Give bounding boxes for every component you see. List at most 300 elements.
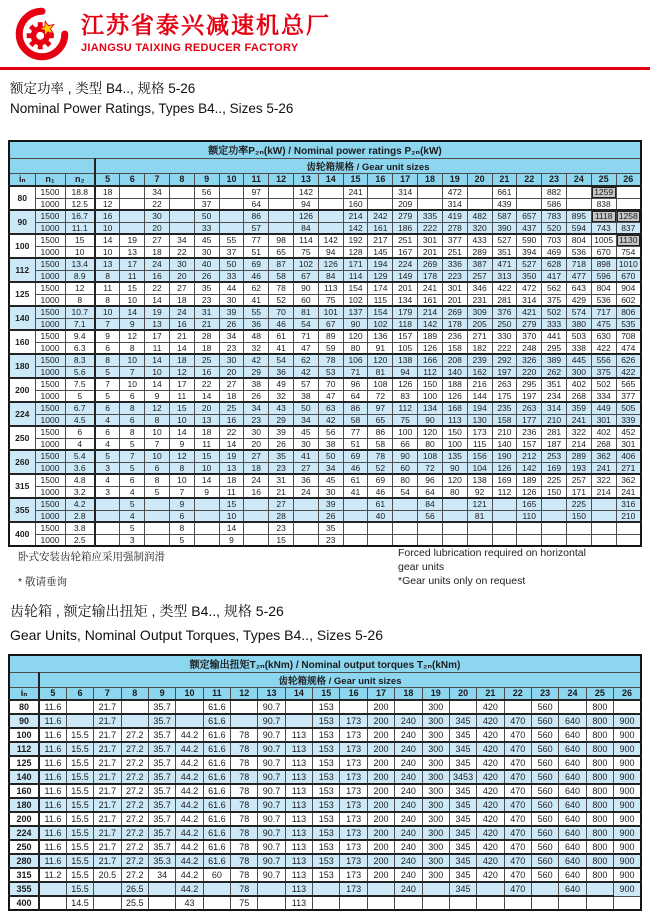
- size-col-header: 18: [418, 173, 443, 186]
- power-cell: [120, 222, 145, 234]
- torque-cell: 90.7: [258, 742, 285, 756]
- power-cell: [591, 534, 616, 546]
- power-cell: 3: [95, 462, 120, 474]
- size-col-header: 12: [231, 687, 258, 700]
- power-cell: 120: [442, 474, 467, 486]
- torque-cell: 240: [395, 882, 422, 896]
- torque-cell: 61.6: [203, 840, 230, 854]
- power-cell: 281: [492, 294, 517, 306]
- power-cell: 27: [169, 282, 194, 294]
- torque-cell: 560: [531, 868, 558, 882]
- power-cell: 81: [294, 306, 319, 318]
- power-cell: 43: [269, 402, 294, 414]
- sizes-label-row: [9, 158, 641, 173]
- power-cell: 250: [492, 318, 517, 330]
- ratio-cell: 250: [9, 426, 35, 450]
- power-cell: 22: [219, 426, 244, 438]
- power-cell: 101: [318, 306, 343, 318]
- speed-n2-cell: 12.5: [65, 198, 95, 210]
- power-cell: [169, 222, 194, 234]
- power-cell: 67: [294, 270, 319, 282]
- torque-cell: 11.6: [39, 840, 66, 854]
- torque-cell: [176, 700, 203, 714]
- power-cell: 23: [269, 462, 294, 474]
- torque-cell: 15.5: [66, 854, 93, 868]
- power-cell: 14: [194, 390, 219, 402]
- power-cell: 38: [294, 390, 319, 402]
- torque-cell: 200: [367, 714, 394, 728]
- power-cell: 13: [194, 414, 219, 426]
- power-cell: [269, 198, 294, 210]
- torque-cell: 800: [586, 728, 613, 742]
- power-table-row: [9, 498, 641, 510]
- torque-cell: 420: [477, 868, 504, 882]
- power-cell: 16: [194, 366, 219, 378]
- torque-cell: 300: [422, 826, 449, 840]
- torque-cell: 560: [531, 756, 558, 770]
- power-cell: 16: [244, 486, 269, 498]
- torque-cell: 200: [367, 728, 394, 742]
- power-cell: 8: [169, 462, 194, 474]
- speed-n1-cell: 1000: [35, 270, 65, 282]
- power-cell: 55: [219, 234, 244, 246]
- torque-cell: 27.2: [121, 868, 148, 882]
- torque-cell: [231, 714, 258, 728]
- power-cell: 126: [294, 210, 319, 222]
- footnote-cn-line2: * 敬请垂询: [18, 576, 68, 588]
- ratio-cell: 200: [9, 378, 35, 402]
- speed-n1-cell: 1000: [35, 510, 65, 522]
- torque-cell: 470: [504, 854, 531, 868]
- power-cell: 10: [145, 450, 170, 462]
- torque-cell: 90.7: [258, 826, 285, 840]
- power-cell: 23: [219, 342, 244, 354]
- torque-cell: 470: [504, 784, 531, 798]
- power-cell: 171: [566, 486, 591, 498]
- power-cell: 31: [269, 474, 294, 486]
- power-cell: 10: [120, 378, 145, 390]
- torque-cell: 27.2: [121, 784, 148, 798]
- power-cell: 50: [219, 258, 244, 270]
- torque-cell: 21.7: [94, 840, 121, 854]
- power-cell: 104: [467, 462, 492, 474]
- torque-cell: [66, 714, 93, 728]
- power-cell: 201: [393, 282, 418, 294]
- torque-cell: 900: [614, 728, 641, 742]
- torque-cell: 420: [477, 756, 504, 770]
- power-cell: 201: [442, 294, 467, 306]
- power-cell: 166: [418, 354, 443, 366]
- power-cell: 69: [368, 474, 393, 486]
- power-cell: 23: [318, 534, 343, 546]
- torque-cell: 113: [285, 882, 312, 896]
- power-cell: 38: [318, 438, 343, 450]
- power-cell: 5: [120, 438, 145, 450]
- torque-cell: 61.6: [203, 826, 230, 840]
- power-cell: 11: [219, 486, 244, 498]
- power-cell: [219, 222, 244, 234]
- power-cell: 26: [219, 318, 244, 330]
- torque-cell: 200: [367, 700, 394, 714]
- ratio-cell: 400: [9, 896, 39, 910]
- power-cell: 8: [120, 342, 145, 354]
- power-cell: 67: [318, 318, 343, 330]
- power-cell: 717: [591, 306, 616, 318]
- torque-cell: 345: [449, 742, 476, 756]
- power-cell: 194: [368, 258, 393, 270]
- size-col-header: 7: [94, 687, 121, 700]
- power-cell: 37: [219, 246, 244, 258]
- torque-cell: 44.2: [176, 784, 203, 798]
- torque-cell: 640: [559, 798, 586, 812]
- torque-cell: 420: [477, 728, 504, 742]
- torque-cell: 11.6: [39, 728, 66, 742]
- torque-cell: 61.6: [203, 742, 230, 756]
- torque-table-row: [9, 826, 641, 840]
- power-cell: 10: [194, 462, 219, 474]
- power-cell: 23: [194, 294, 219, 306]
- power-cell: 350: [517, 270, 542, 282]
- power-cell: 7: [95, 318, 120, 330]
- power-cell: 214: [591, 486, 616, 498]
- power-cell: 4: [95, 414, 120, 426]
- power-cell: 482: [467, 210, 492, 222]
- size-col-header: 8: [121, 687, 148, 700]
- torque-cell: 35.7: [148, 756, 175, 770]
- power-cell: 898: [591, 258, 616, 270]
- size-col-header: 22: [517, 173, 542, 186]
- power-cell: [294, 510, 319, 522]
- power-table-row: [9, 234, 641, 246]
- size-col-header: 15: [313, 687, 340, 700]
- power-table-row: [9, 366, 641, 378]
- torque-cell: [559, 700, 586, 714]
- ratio-cell: 112: [9, 258, 35, 282]
- power-table-row: [9, 378, 641, 390]
- power-cell: 217: [368, 234, 393, 246]
- power-cell: 370: [517, 330, 542, 342]
- power-cell: [467, 522, 492, 534]
- torque-cell: [94, 882, 121, 896]
- power-cell: 11: [194, 438, 219, 450]
- power-cell: 7: [120, 366, 145, 378]
- power-cell: 21: [269, 486, 294, 498]
- torque-cell: 21.7: [94, 770, 121, 784]
- torque-cell: 26.5: [121, 882, 148, 896]
- power-cell: 6: [120, 390, 145, 402]
- footnote-en-line1: Forced lubrication required on horizontal: [398, 547, 586, 559]
- torque-cell: 345: [449, 728, 476, 742]
- power-cell: 236: [517, 426, 542, 438]
- power-cell: 5: [95, 450, 120, 462]
- power-cell: 472: [442, 186, 467, 198]
- torque-table-row: [9, 854, 641, 868]
- power-cell: 783: [542, 210, 567, 222]
- power-cell: 445: [566, 354, 591, 366]
- power-cell: 234: [542, 390, 567, 402]
- power-cell: 72: [418, 462, 443, 474]
- torque-cell: 15.5: [66, 840, 93, 854]
- power-cell: 36: [294, 474, 319, 486]
- power-cell: [418, 186, 443, 198]
- power-cell: 257: [566, 474, 591, 486]
- torque-cell: 470: [504, 798, 531, 812]
- torque-cell: 21.7: [94, 742, 121, 756]
- torque-cell: 15.5: [66, 728, 93, 742]
- power-cell: 6: [120, 414, 145, 426]
- size-col-header: 19: [422, 687, 449, 700]
- power-table-row: [9, 246, 641, 258]
- power-cell: 520: [542, 222, 567, 234]
- speed-n1-cell: 1000: [35, 390, 65, 402]
- power-cell: 586: [542, 198, 567, 210]
- power-cell: 377: [616, 390, 641, 402]
- power-cell: 145: [368, 246, 393, 258]
- power-table-row: [9, 522, 641, 534]
- power-cell: 6: [145, 462, 170, 474]
- power-cell: 32: [244, 342, 269, 354]
- torque-cell: 640: [559, 868, 586, 882]
- power-cell: 134: [393, 294, 418, 306]
- speed-n1-cell: 1000: [35, 222, 65, 234]
- power-cell: 35: [318, 522, 343, 534]
- size-numbers-row: [9, 687, 641, 700]
- torque-cell: 21.7: [94, 826, 121, 840]
- power-cell: [169, 186, 194, 198]
- power-cell: 86: [244, 210, 269, 222]
- torque-cell: 27.2: [121, 728, 148, 742]
- power-cell: 26: [194, 270, 219, 282]
- power-cell: 84: [418, 498, 443, 510]
- power-cell: 574: [566, 306, 591, 318]
- torque-cell: 560: [531, 714, 558, 728]
- power-cell: 36: [269, 366, 294, 378]
- torque-cell: 173: [340, 882, 367, 896]
- power-cell: [616, 198, 641, 210]
- torque-cell: 44.2: [176, 756, 203, 770]
- power-cell: 136: [368, 330, 393, 342]
- power-cell: 94: [294, 198, 319, 210]
- speed-n2-cell: 7.5: [65, 378, 95, 390]
- torque-cell: 35.7: [148, 812, 175, 826]
- torque-table-row: [9, 784, 641, 798]
- speed-n2-cell: 10.7: [65, 306, 95, 318]
- company-name-en: JIANGSU TAIXING REDUCER FACTORY: [81, 42, 299, 55]
- power-cell: 22: [145, 198, 170, 210]
- size-col-header: 21: [477, 687, 504, 700]
- power-cell: 643: [566, 282, 591, 294]
- power-cell: 14: [145, 378, 170, 390]
- size-col-header: 21: [492, 173, 517, 186]
- torque-cell: 345: [449, 882, 476, 896]
- power-cell: 41: [244, 294, 269, 306]
- power-cell: 64: [343, 390, 368, 402]
- power-cell: 81: [467, 510, 492, 522]
- power-cell: 316: [616, 498, 641, 510]
- ratio-cell: 112: [9, 742, 39, 756]
- power-cell: 140: [442, 366, 467, 378]
- power-cell: 389: [542, 354, 567, 366]
- power-cell: 743: [591, 222, 616, 234]
- torque-cell: 300: [422, 728, 449, 742]
- power-cell: [318, 186, 343, 198]
- power-table-row: [9, 198, 641, 210]
- power-cell: 98: [269, 234, 294, 246]
- torque-cell: 78: [231, 770, 258, 784]
- size-col-header: 23: [531, 687, 558, 700]
- power-cell: 90: [343, 318, 368, 330]
- in-col-header: iₙ: [9, 173, 35, 186]
- power-cell: 71: [343, 366, 368, 378]
- power-cell: 115: [368, 294, 393, 306]
- torque-table-row: [9, 770, 641, 784]
- torque-cell: [313, 896, 340, 910]
- power-cell: 718: [566, 258, 591, 270]
- torque-cell: 113: [285, 756, 312, 770]
- power-cell: 69: [343, 450, 368, 462]
- power-cell: 437: [517, 222, 542, 234]
- torque-cell: 78: [231, 840, 258, 854]
- power-cell: 14: [194, 474, 219, 486]
- power-cell: 41: [269, 342, 294, 354]
- torque-table-row: [9, 840, 641, 854]
- power-table-row: [9, 402, 641, 414]
- torque-cell: 240: [395, 840, 422, 854]
- power-cell: 13: [95, 258, 120, 270]
- power-cell: 9: [219, 534, 244, 546]
- ratio-cell: 280: [9, 854, 39, 868]
- power-cell: 45: [294, 426, 319, 438]
- power-cell: 174: [368, 282, 393, 294]
- power-cell: 626: [616, 354, 641, 366]
- power-cell: 11: [169, 390, 194, 402]
- power-cell: 472: [517, 282, 542, 294]
- torque-cell: 21.7: [94, 714, 121, 728]
- power-cell: 91: [368, 342, 393, 354]
- power-cell: 24: [244, 474, 269, 486]
- power-cell: 602: [616, 294, 641, 306]
- speed-n1-cell: 1500: [35, 402, 65, 414]
- torque-cell: 200: [367, 798, 394, 812]
- torque-cell: [121, 714, 148, 728]
- torque-cell: 113: [285, 812, 312, 826]
- torque-cell: 900: [614, 812, 641, 826]
- torque-cell: 113: [285, 728, 312, 742]
- torque-cell: 560: [531, 770, 558, 784]
- size-col-header: 20: [449, 687, 476, 700]
- torque-cell: 800: [586, 854, 613, 868]
- speed-n1-cell: 1500: [35, 378, 65, 390]
- power-cell: 57: [244, 222, 269, 234]
- speed-n2-cell: 6.3: [65, 342, 95, 354]
- torque-cell: 300: [422, 812, 449, 826]
- power-cell: 10: [95, 246, 120, 258]
- size-col-header: 22: [504, 687, 531, 700]
- torque-cell: 345: [449, 854, 476, 868]
- power-cell: 94: [318, 246, 343, 258]
- power-cell: 61: [343, 474, 368, 486]
- power-cell: 24: [294, 486, 319, 498]
- torque-cell: 173: [340, 826, 367, 840]
- torque-cell: 78: [231, 742, 258, 756]
- speed-n1-cell: 1000: [35, 438, 65, 450]
- torque-cell: 34: [148, 868, 175, 882]
- power-cell: 4: [95, 438, 120, 450]
- power-cell: [517, 534, 542, 546]
- power-cell: 168: [442, 402, 467, 414]
- torque-cell: [531, 882, 558, 896]
- power-cell: 1130: [616, 234, 641, 246]
- power-cell: 11: [95, 282, 120, 294]
- torque-cell: 240: [395, 854, 422, 868]
- power-cell: 59: [318, 342, 343, 354]
- torque-cell: 240: [395, 812, 422, 826]
- torque-cell: 560: [531, 854, 558, 868]
- torque-cell: 345: [449, 868, 476, 882]
- torque-cell: 61.6: [203, 798, 230, 812]
- power-cell: 6: [120, 474, 145, 486]
- power-cell: 18: [194, 426, 219, 438]
- torque-cell: [422, 896, 449, 910]
- speed-n2-cell: 4.8: [65, 474, 95, 486]
- torque-cell: 153: [313, 756, 340, 770]
- power-cell: 8: [95, 270, 120, 282]
- torque-cell: [504, 896, 531, 910]
- power-cell: 27: [145, 234, 170, 246]
- power-table-row: [9, 222, 641, 234]
- ratio-cell: 180: [9, 798, 39, 812]
- power-cell: 14: [95, 234, 120, 246]
- power-cell: 47: [318, 390, 343, 402]
- torque-cell: 800: [586, 756, 613, 770]
- power-cell: 214: [343, 210, 368, 222]
- speed-n1-cell: 1000: [35, 414, 65, 426]
- power-cell: 90: [393, 450, 418, 462]
- power-cell: 64: [244, 198, 269, 210]
- power-cell: 120: [343, 330, 368, 342]
- torque-cell: 11.6: [39, 826, 66, 840]
- power-cell: 105: [393, 342, 418, 354]
- power-cell: 326: [517, 354, 542, 366]
- power-cell: 50: [294, 402, 319, 414]
- power-cell: 3: [120, 534, 145, 546]
- power-cell: 10: [169, 474, 194, 486]
- torque-cell: 15.5: [66, 798, 93, 812]
- power-cell: 362: [616, 474, 641, 486]
- ratio-cell: 160: [9, 784, 39, 798]
- power-cell: [343, 498, 368, 510]
- power-cell: [145, 522, 170, 534]
- power-cell: 8: [120, 402, 145, 414]
- torque-cell: 113: [285, 868, 312, 882]
- power-table-body: [9, 186, 641, 546]
- power-cell: 590: [517, 234, 542, 246]
- torque-cell: [176, 714, 203, 728]
- power-cell: 84: [294, 222, 319, 234]
- torque-cell: 560: [531, 840, 558, 854]
- torque-cell: 420: [477, 700, 504, 714]
- torque-cell: 470: [504, 826, 531, 840]
- speed-n2-cell: 6: [65, 426, 95, 438]
- power-cell: 17: [120, 258, 145, 270]
- power-cell: 419: [442, 210, 467, 222]
- torque-cell: 61.6: [203, 784, 230, 798]
- torque-cell: 470: [504, 714, 531, 728]
- power-cell: 17: [169, 378, 194, 390]
- power-cell: 12: [169, 366, 194, 378]
- power-cell: 56: [318, 426, 343, 438]
- torque-cell: [231, 700, 258, 714]
